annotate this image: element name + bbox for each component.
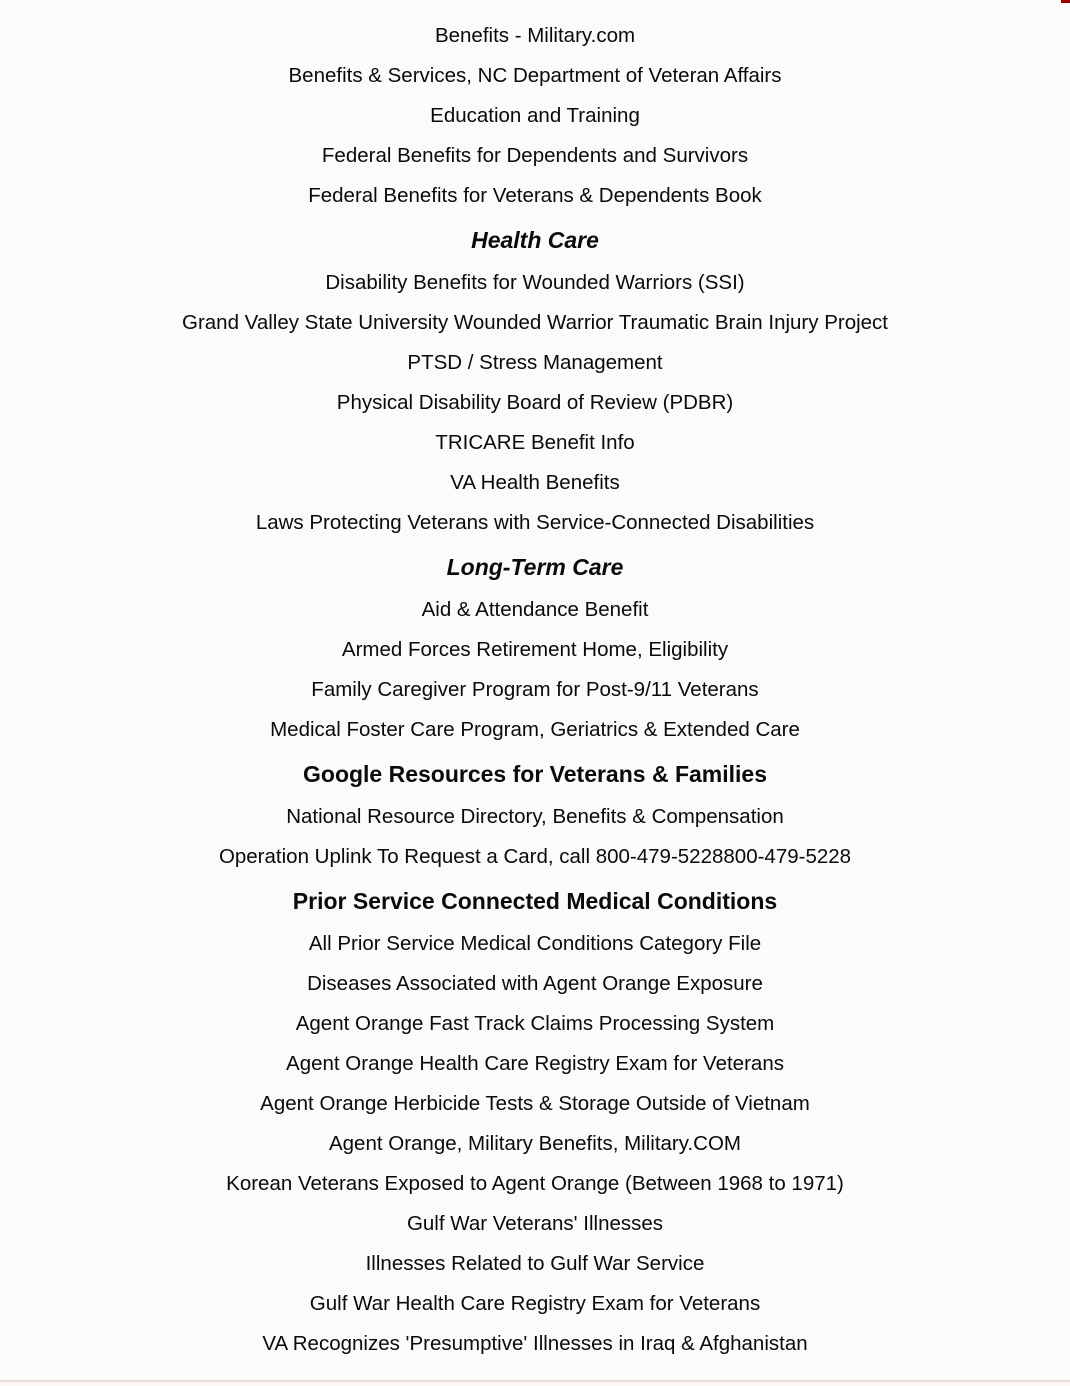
resource-item: National Resource Directory, Benefits & Compensation (286, 805, 784, 828)
resource-item: Agent Orange Health Care Registry Exam for Veterans (286, 1052, 784, 1075)
resource-item: Federal Benefits for Dependents and Survivors (321, 144, 749, 167)
resource-item: Aid & Attendance Benefit (421, 598, 649, 621)
page-corner-mark (1061, 0, 1070, 3)
page-bottom-edge (0, 1380, 1070, 1386)
resource-item: Gulf War Veterans' Illnesses (406, 1212, 664, 1235)
resource-item: Federal Benefits for Veterans & Dependents Book (308, 184, 762, 207)
resource-item: Agent Orange Herbicide Tests & Storage Outside of Vietnam (260, 1092, 810, 1115)
resource-item: Agent Orange Fast Track Claims Processing System (295, 1012, 775, 1035)
resource-item: Grand Valley State University Wounded Warrior Traumatic Brain Injury Project (182, 311, 888, 334)
resource-item: Family Caregiver Program for Post-9/11 Veterans (311, 678, 759, 701)
resource-item: VA Health Benefits (450, 471, 620, 494)
section-header-health-care: Health Care (471, 227, 599, 253)
section-header-prior-service: Prior Service Connected Medical Conditions (292, 888, 778, 914)
resource-item: Benefits & Services, NC Department of Veteran Affairs (288, 64, 782, 87)
resource-item: Gulf War Health Care Registry Exam for Veterans (309, 1292, 761, 1315)
resource-item: Korean Veterans Exposed to Agent Orange (Between 1968 to 1971) (226, 1172, 844, 1195)
resource-item: Armed Forces Retirement Home, Eligibility (341, 638, 729, 661)
resource-item: Laws Protecting Veterans with Service-Connected Disabilities (255, 511, 815, 534)
resource-item: Agent Orange, Military Benefits, Military.COM (328, 1132, 742, 1155)
resource-item: TRICARE Benefit Info (435, 431, 635, 454)
resource-item: Physical Disability Board of Review (PDBR) (336, 391, 734, 414)
resource-item: Disability Benefits for Wounded Warriors (SSI) (325, 271, 745, 294)
resource-item: All Prior Service Medical Conditions Category File (308, 932, 762, 955)
resource-item: Benefits - Military.com (434, 24, 636, 47)
resource-item: VA Recognizes 'Presumptive' Illnesses in Iraq & Afghanistan (262, 1332, 808, 1355)
resource-item: Education and Training (430, 104, 640, 127)
resource-item: PTSD / Stress Management (407, 351, 663, 374)
resource-item: Operation Uplink To Request a Card, call 800-479-5228800-479-5228 (218, 845, 852, 868)
resource-item: Illnesses Related to Gulf War Service (365, 1252, 705, 1275)
section-header-google-resources: Google Resources for Veterans & Families (303, 761, 767, 787)
section-header-long-term-care: Long-Term Care (446, 554, 624, 580)
resource-item: Medical Foster Care Program, Geriatrics & Extended Care (270, 718, 800, 741)
resource-item: Diseases Associated with Agent Orange Exposure (307, 972, 763, 995)
